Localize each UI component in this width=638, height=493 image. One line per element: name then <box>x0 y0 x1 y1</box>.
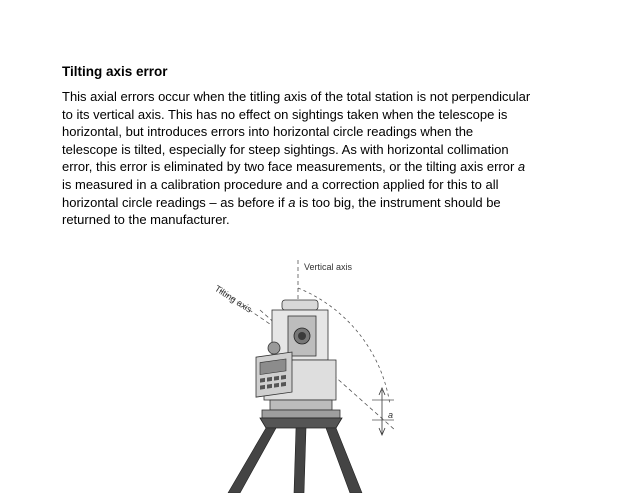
paragraph-line: horizontal, but introduces errors into horizontal circle readings when the <box>62 124 474 140</box>
tripod-leg-center <box>294 428 306 493</box>
variable-a: a <box>517 159 526 175</box>
paragraph-line-text: horizontal circle readings – as before if <box>62 194 289 210</box>
paragraph-line: to its vertical axis. This has no effect on sightings taken when the telescope is <box>62 106 508 122</box>
paragraph-line-text: is too big, the instrument should be <box>295 194 501 210</box>
tripod-leg-right <box>326 428 362 493</box>
paragraph-line: telescope is tilted, especially for steep sightings. As with horizontal collimation <box>62 141 509 157</box>
angle-label: a <box>388 410 394 420</box>
instrument-handle <box>282 300 318 310</box>
paragraph-line: This axial errors occur when the titling axis of the total station is not perpendicular <box>62 89 531 104</box>
telescope-lens-inner <box>298 332 306 340</box>
paragraph-line: is measured in a calibration procedure and a correction applied for this to all <box>62 176 499 192</box>
section-paragraph <box>62 88 592 229</box>
paragraph-line: returned to the manufacturer. <box>62 212 230 228</box>
side-knob <box>268 342 280 354</box>
section-heading: Tilting axis error <box>62 64 168 79</box>
tilting-axis-label: Tilting axis <box>212 283 254 315</box>
tripod-leg-left <box>228 428 276 493</box>
total-station-figure <box>200 250 420 493</box>
variable-a: a <box>288 194 296 210</box>
instrument-tribrach <box>270 400 332 410</box>
vertical-axis-label: Vertical axis <box>304 262 353 272</box>
tripod <box>228 418 362 493</box>
paragraph-line <box>62 158 592 176</box>
paragraph-line <box>62 194 592 212</box>
instrument-base-plate <box>262 410 340 418</box>
total-station-illustration <box>200 250 420 493</box>
total-station-body <box>256 300 340 418</box>
tripod-head <box>260 418 342 428</box>
paragraph-line-text: error, this error is eliminated by two face measurements, or the tilting axis error <box>62 159 518 175</box>
